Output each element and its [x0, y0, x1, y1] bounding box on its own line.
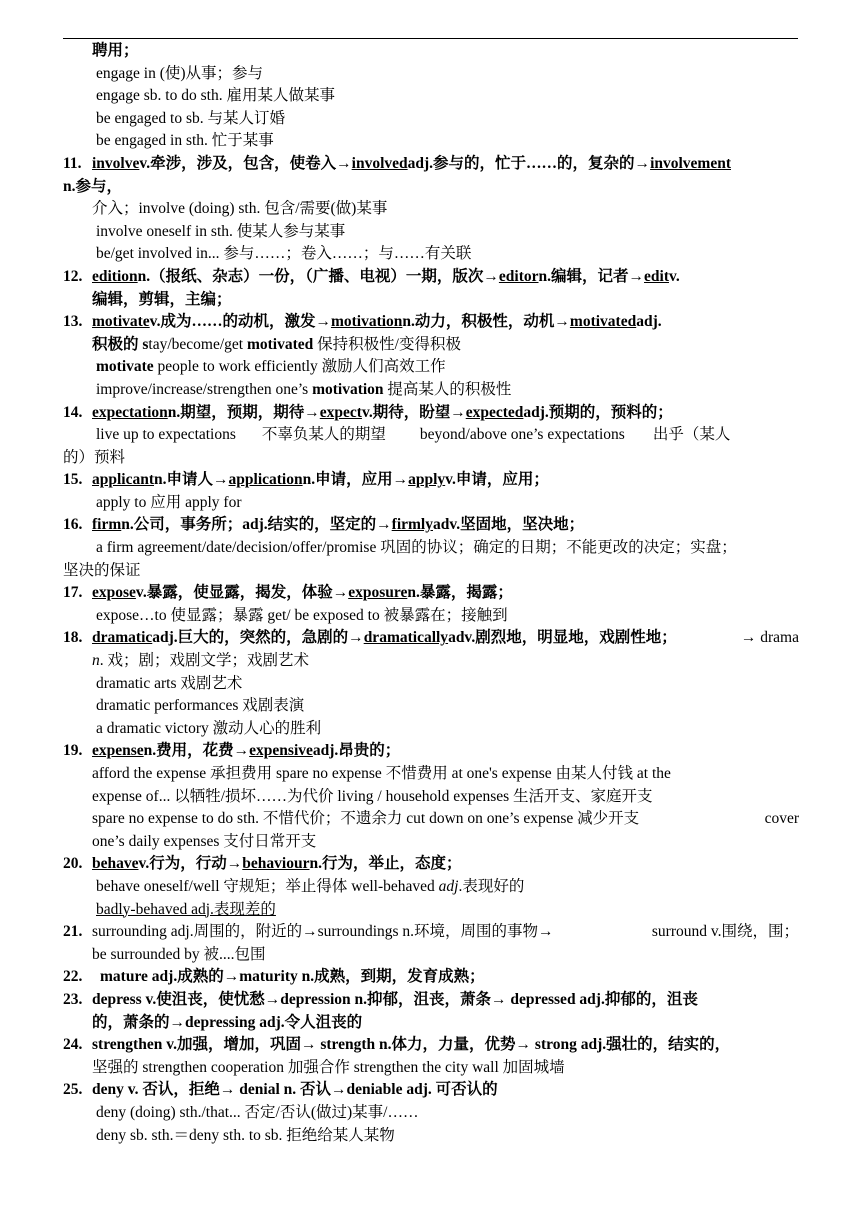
derived-word: firmly — [391, 516, 433, 534]
definition: n.编辑，记者→ — [538, 267, 645, 285]
text-line: motivate people to work efficiently 激励人们高效工作 — [96, 358, 446, 376]
headword: edition — [92, 267, 138, 285]
derived-word: editor — [498, 267, 539, 285]
text-line: n. 戏；剧；戏剧文学；戏剧艺术 — [92, 652, 310, 670]
definition: adv.坚固地，坚决地； — [433, 516, 585, 534]
entry-21 — [63, 921, 799, 944]
text-line: spare no expense to do sth. 不惜代价；不遗余力 cut down on one’s expense 减少开支 cover — [92, 810, 799, 828]
text-line: expose…to 使显露；暴露 get/ be exposed to 被暴露在；接触到 — [96, 606, 508, 624]
definition: depress v.使沮丧，使忧愁→depression n.抑郁，沮丧，萧条→ depressed adj.抑郁的，沮丧 — [92, 990, 698, 1008]
text-line: badly-behaved adj.表现差的 — [96, 900, 276, 918]
definition: n.公司，事务所；adj.结实的，坚定的→ — [121, 516, 392, 534]
text-line: apply to 应用 apply for — [96, 493, 242, 511]
entry-number: 13. — [63, 313, 83, 331]
definition: v.申请，应用； — [445, 471, 549, 489]
definition: n.动力，积极性，动机→ — [402, 313, 570, 331]
derived-word: involved — [351, 154, 408, 172]
top-rule — [63, 38, 798, 39]
entry-number: 22. — [63, 968, 83, 986]
definition: v. — [668, 267, 680, 285]
vocabulary-list — [63, 40, 799, 1147]
text-line: be/get involved in... 参与……；卷入……；与……有关联 — [96, 245, 472, 263]
text-line: 聘用； — [92, 42, 139, 59]
derived-word: apply — [408, 471, 446, 489]
text-line: expense of... 以牺牲/损坏……为代价 living / household expenses 生活开支、家庭开支 — [92, 787, 653, 805]
text-line: be engaged in sth. 忙于某事 — [96, 132, 274, 150]
text-line: 积极的 stay/become/get motivated 保持积极性/变得积极 — [92, 335, 461, 353]
definition: adj.巨大的，突然的，急剧的→ — [152, 629, 364, 647]
definition: mature adj.成熟的→maturity n.成熟，到期，发育成熟； — [100, 968, 485, 986]
derived-word: expensive — [249, 742, 313, 760]
text-line: engage in (使)从事；参与 — [96, 64, 264, 82]
entry-number: 18. — [63, 629, 83, 647]
entry-number: 11. — [63, 154, 82, 172]
entry-14 — [63, 402, 799, 425]
headword: expense — [92, 742, 144, 760]
text-line: 的，萧条的→depressing adj.令人沮丧的 — [92, 1013, 363, 1031]
entry-number: 19. — [63, 742, 83, 760]
text-line: engage sb. to do sth. 雇用某人做某事 — [96, 87, 335, 105]
entry-number: 12. — [63, 267, 83, 285]
entry-number: 20. — [63, 855, 83, 873]
entry-24 — [63, 1034, 799, 1057]
text-line: improve/increase/strengthen one’s motivation 提高某人的积极性 — [96, 380, 512, 398]
headword: dramatic — [92, 629, 153, 647]
entry-19 — [63, 740, 799, 763]
text-line: 编辑，剪辑，主编； — [92, 290, 232, 308]
entry-20 — [63, 853, 799, 876]
text-line: a dramatic victory 激动人心的胜利 — [96, 719, 322, 737]
text-line: deny sb. sth.＝deny sth. to sb. 拒绝给某人某物 — [96, 1126, 395, 1144]
entry-13 — [63, 311, 799, 334]
derived-word: behaviour — [242, 855, 310, 873]
definition: adj.昂贵的； — [312, 742, 401, 760]
text-line: live up to expectations 不辜负某人的期望 beyond/above one’s expectations 出乎（某人 — [96, 426, 731, 444]
definition: deny v. 否认，拒绝→ denial n. 否认→deniable adj. 可否认的 — [92, 1081, 498, 1099]
definition: surround v.围绕，围； — [651, 923, 799, 941]
definition: v.牵涉，涉及，包含，使卷入→ — [139, 154, 352, 172]
entry-number: 15. — [63, 471, 83, 489]
headword: expose — [92, 584, 136, 602]
definition: n.行为，举止，态度； — [309, 855, 462, 873]
definition: n.申请，应用→ — [302, 471, 409, 489]
entry-number: 21. — [63, 923, 83, 941]
definition: n.费用，花费→ — [143, 742, 250, 760]
headword: expectation — [92, 403, 168, 421]
entry-22 — [63, 966, 799, 989]
text-line: 的）预料 — [63, 448, 126, 466]
entry-12 — [63, 266, 799, 289]
entry-number: 23. — [63, 990, 83, 1008]
derived-word: edit — [644, 267, 669, 285]
definition: → drama — [740, 629, 799, 647]
text-line: dramatic performances 戏剧表演 — [96, 697, 305, 715]
definition: strengthen v.加强，增加，巩固→ strength n.体力，力量，优势→ strong adj.强壮的，结实的， — [92, 1036, 731, 1054]
definition: v.期待，盼望→ — [361, 403, 466, 421]
derived-word: motivated — [569, 313, 637, 331]
headword: involve — [92, 154, 140, 172]
derived-word: application — [228, 471, 303, 489]
derived-word: dramatically — [363, 629, 449, 647]
definition: n.申请人→ — [154, 471, 229, 489]
entry-number: 16. — [63, 516, 83, 534]
entry-18 — [63, 627, 799, 650]
derived-word: exposure — [348, 584, 408, 602]
entry-11 — [63, 153, 799, 176]
definition: v.暴露，使显露，揭发，体验→ — [135, 584, 349, 602]
definition: n.期望，预期，期待→ — [167, 403, 320, 421]
entry-16 — [63, 514, 799, 537]
headword: behave — [92, 855, 139, 873]
text-line: one’s daily expenses 支付日常开支 — [92, 832, 317, 850]
text-line: n.参与， — [63, 177, 122, 195]
headword: firm — [92, 516, 122, 534]
entry-number: 14. — [63, 403, 83, 421]
text-line: dramatic arts 戏剧艺术 — [96, 674, 243, 692]
derived-word: motivation — [330, 313, 403, 331]
text-line: be surrounded by 被....包围 — [92, 945, 266, 963]
text-line: 坚决的保证 — [63, 561, 141, 579]
headword: applicant — [92, 471, 155, 489]
text-line: 介入；involve (doing) sth. 包含/需要(做)某事 — [92, 200, 388, 218]
entry-number: 24. — [63, 1036, 83, 1054]
definition: adj. — [636, 313, 662, 331]
headword: motivate — [92, 313, 150, 331]
text-line: be engaged to sb. 与某人订婚 — [96, 109, 285, 127]
definition: v.行为，行动→ — [138, 855, 243, 873]
text-line: behave oneself/well 守规矩；举止得体 well-behaved adj.表现好的 — [96, 877, 525, 895]
definition: n.（报纸、杂志）一份，（广播、电视）一期，版次→ — [137, 267, 499, 285]
derived-word: expected — [465, 403, 524, 421]
derived-word: involvement — [650, 154, 731, 172]
entry-25 — [63, 1079, 799, 1102]
entry-17 — [63, 582, 799, 605]
entry-number: 17. — [63, 584, 83, 602]
definition: v.成为……的动机，激发→ — [149, 313, 331, 331]
text-line: involve oneself in sth. 使某人参与某事 — [96, 222, 346, 240]
definition: adj.参与的，忙于……的，复杂的→ — [407, 154, 651, 172]
entry-23 — [63, 989, 799, 1012]
text-line: a firm agreement/date/decision/offer/promise 巩固的协议；确定的日期；不能更改的决定；实盘； — [96, 539, 737, 557]
definition: adv.剧烈地，明显地，戏剧性地； — [448, 629, 677, 647]
derived-word: expect — [319, 403, 362, 421]
text-line: afford the expense 承担费用 spare no expense 不惜费用 at one's expense 由某人付钱 at the — [92, 765, 671, 782]
entry-15 — [63, 469, 799, 492]
entry-number: 25. — [63, 1081, 83, 1099]
definition: adj.预期的，预料的； — [523, 403, 673, 421]
text-line: 坚强的 strengthen cooperation 加强合作 strengthen the city wall 加固城墙 — [92, 1058, 565, 1076]
text-line: deny (doing) sth./that... 否定/否认(做过)某事/…… — [96, 1103, 419, 1121]
definition: surrounding adj.周围的，附近的→surroundings n.环境，周围的事物→ — [92, 923, 554, 941]
definition: n.暴露，揭露； — [407, 584, 513, 602]
